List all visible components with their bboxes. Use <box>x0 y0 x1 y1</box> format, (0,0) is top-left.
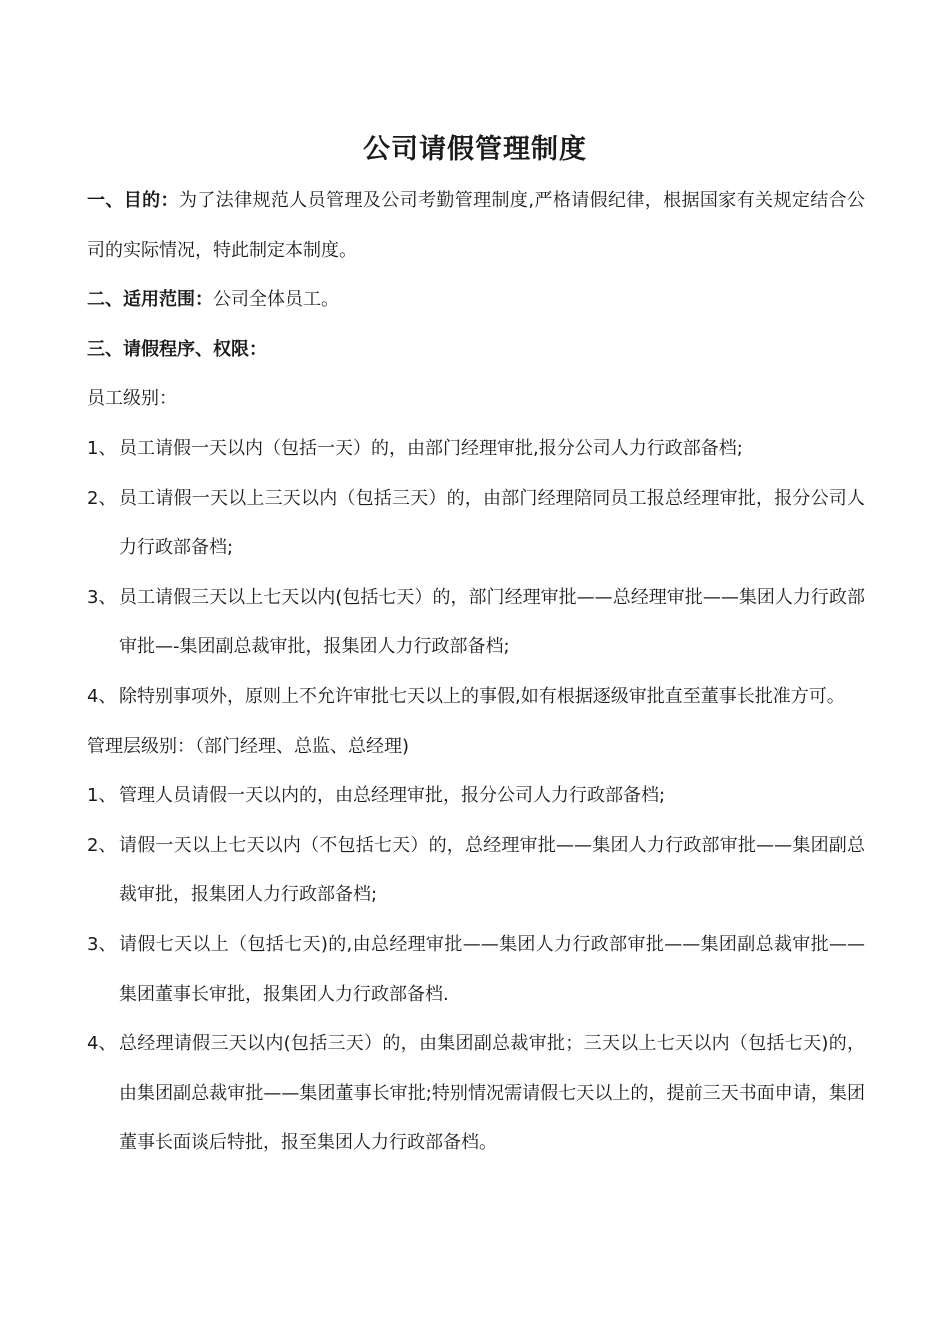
employee-heading: 员工级别： <box>87 388 177 410</box>
list-number: 3、 <box>87 933 117 955</box>
section-purpose-label: 一、目的： <box>87 190 179 211</box>
list-text: 总经理请假三天以内(包括三天）的，由集团副总裁审批；三天以上七天以内（包括七天)的，由集团副总裁审批——集团董事长审批;特别情况需请假七天以上的，提前三天书面申请，集团董事长面谈后特批，报至集团人力行政部备档。 <box>119 1033 865 1154</box>
list-text: 请假七天以上（包括七天)的,由总经理审批——集团人力行政部审批——集团副总裁审批——集团董事长审批，报集团人力行政部备档. <box>119 933 865 1005</box>
management-heading: 管理层级别：（部门经理、总监、总经理) <box>87 735 410 757</box>
list-text: 除特别事项外，原则上不允许审批七天以上的事假,如有根据逐级审批直至董事长批准方可。 <box>119 685 845 707</box>
section-purpose-text: 为了法律规范人员管理及公司考勤管理制度,严格请假纪律，根据国家有关规定结合公司的实际情况，特此制定本制度。 <box>87 190 866 261</box>
management-item-3 <box>87 920 865 1019</box>
section-scope-text: 公司全体员工。 <box>213 289 339 311</box>
list-number: 3、 <box>87 586 117 608</box>
list-text: 管理人员请假一天以内的，由总经理审批，报分公司人力行政部备档; <box>119 785 666 807</box>
employee-item-2 <box>87 474 865 573</box>
list-text: 员工请假一天以内（包括一天）的，由部门经理审批,报分公司人力行政部备档; <box>119 437 743 459</box>
list-text: 员工请假一天以上三天以内（包括三天）的，由部门经理陪同员工报总经理审批，报分公司人力行政部备档; <box>119 487 865 559</box>
list-number: 1、 <box>87 785 117 807</box>
section-procedure <box>87 325 865 375</box>
section-purpose <box>87 176 865 275</box>
list-text: 员工请假三天以上七天以内(包括七天）的，部门经理审批——总经理审批——集团人力行政部审批—-集团副总裁审批，报集团人力行政部备档; <box>119 586 865 658</box>
management-item-4 <box>87 1019 865 1168</box>
section-scope <box>87 275 865 325</box>
management-item-1 <box>87 771 865 821</box>
list-number: 4、 <box>87 1033 117 1055</box>
document-body <box>87 176 865 1168</box>
section-scope-label: 二、适用范围： <box>87 289 213 311</box>
list-number: 2、 <box>87 834 117 856</box>
section-procedure-label: 三、请假程序、权限： <box>87 338 267 360</box>
management-item-2 <box>87 821 865 920</box>
document-title: 公司请假管理制度 <box>363 134 587 165</box>
employee-item-3 <box>87 573 865 672</box>
list-text: 请假一天以上七天以内（不包括七天）的，总经理审批——集团人力行政部审批——集团副总裁审批，报集团人力行政部备档; <box>119 834 865 906</box>
list-number: 4、 <box>87 685 117 707</box>
list-number: 2、 <box>87 487 117 509</box>
employee-item-4 <box>87 672 865 722</box>
employee-item-1 <box>87 424 865 474</box>
list-number: 1、 <box>87 437 117 459</box>
